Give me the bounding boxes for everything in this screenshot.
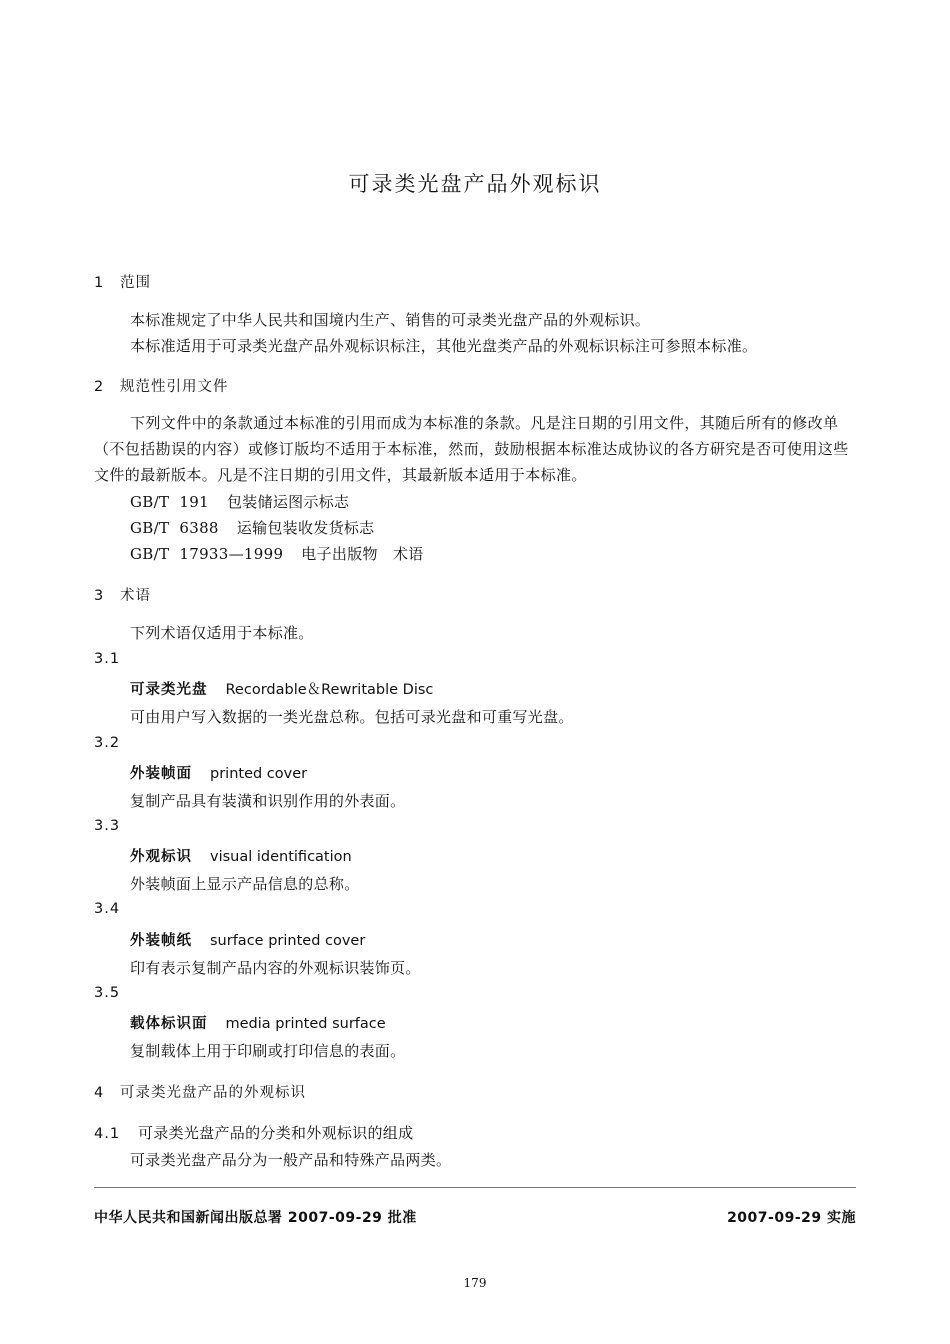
term-number: 3.4 — [94, 901, 121, 917]
reference-code: GB/T 6388 — [130, 519, 219, 537]
reference-title: 包装储运图示标志 — [226, 493, 350, 511]
term-definition: 复制载体上用于印刷或打印信息的表面。 — [130, 1042, 406, 1060]
section-title: 可录类光盘产品的外观标识 — [120, 1085, 306, 1101]
section-3-intro: 下列术语仅适用于本标准。 — [130, 624, 314, 642]
reference-title: 电子出版物 术语 — [301, 545, 424, 563]
subsection-number: 4.1 — [94, 1126, 121, 1142]
section-2-heading — [94, 375, 229, 396]
section-4-heading — [94, 1081, 306, 1102]
section-title: 术语 — [120, 588, 151, 604]
term-chinese: 外装帧面 — [130, 766, 192, 782]
section-number: 3 — [94, 588, 105, 604]
term-chinese: 外观标识 — [130, 849, 192, 865]
reference-title: 运输包装收发货标志 — [236, 519, 375, 537]
term-definition: 可由用户写入数据的一类光盘总称。包括可录光盘和可重写光盘。 — [130, 708, 574, 726]
term-number: 3.1 — [94, 651, 121, 667]
subsection-title: 可录类光盘产品的分类和外观标识的组成 — [138, 1124, 414, 1142]
term-definition: 复制产品具有装潢和识别作用的外表面。 — [130, 792, 406, 810]
term-number: 3.2 — [94, 735, 121, 751]
term-heading — [130, 678, 433, 699]
reference-item — [130, 517, 374, 538]
section-title: 规范性引用文件 — [120, 379, 229, 395]
footer-divider — [94, 1187, 856, 1188]
section-1-paragraph-2: 本标准适用于可录类光盘产品外观标识标注，其他光盘类产品的外观标识标注可参照本标准。 — [130, 337, 758, 355]
reference-code: GB/T 191 — [130, 493, 209, 511]
section-3-heading — [94, 584, 151, 605]
term-english: surface printed cover — [210, 933, 366, 949]
page-number: 179 — [463, 1276, 487, 1290]
term-definition: 印有表示复制产品内容的外观标识装饰页。 — [130, 959, 421, 977]
term-heading — [130, 929, 365, 950]
section-number: 4 — [94, 1085, 105, 1101]
document-title: 可录类光盘产品外观标识 — [348, 172, 602, 196]
subsection-4-1-heading — [94, 1122, 413, 1143]
term-number: 3.3 — [94, 818, 121, 834]
term-english: media printed surface — [225, 1016, 386, 1032]
term-heading — [130, 1012, 386, 1033]
term-number: 3.5 — [94, 985, 121, 1001]
section-number: 1 — [94, 275, 105, 291]
implementation-date: 2007-09-29 实施 — [727, 1210, 856, 1226]
term-chinese: 载体标识面 — [130, 1016, 208, 1032]
reference-code: GB/T 17933—1999 — [130, 545, 284, 563]
term-english: printed cover — [210, 766, 308, 782]
term-definition: 外装帧面上显示产品信息的总称。 — [130, 875, 360, 893]
subsection-4-1-paragraph: 可录类光盘产品分为一般产品和特殊产品两类。 — [130, 1151, 452, 1169]
section-number: 2 — [94, 379, 105, 395]
section-1-paragraph-1: 本标准规定了中华人民共和国境内生产、销售的可录类光盘产品的外观标识。 — [130, 311, 651, 329]
reference-item — [130, 543, 424, 564]
section-2-paragraph: 下列文件中的条款通过本标准的引用而成为本标准的条款。凡是注日期的引用文件，其随后所有的修改单（不包括勘误的内容）或修订版均不适用于本标准，然而，鼓励根据本标准达成协议的各方研究是否可使用这些文件的最新版本。凡是不注日期的引用文件，其最新版本适用于本标准。 — [94, 414, 849, 484]
section-1-heading — [94, 271, 151, 292]
term-chinese: 外装帧纸 — [130, 933, 192, 949]
term-heading — [130, 762, 307, 783]
term-english: visual identification — [210, 849, 352, 865]
section-title: 范围 — [120, 275, 151, 291]
term-chinese: 可录类光盘 — [130, 682, 208, 698]
approval-note: 中华人民共和国新闻出版总署 2007-09-29 批准 — [94, 1210, 417, 1226]
term-heading — [130, 845, 352, 866]
reference-item — [130, 491, 349, 512]
term-english: Recordable＆Rewritable Disc — [225, 682, 434, 698]
